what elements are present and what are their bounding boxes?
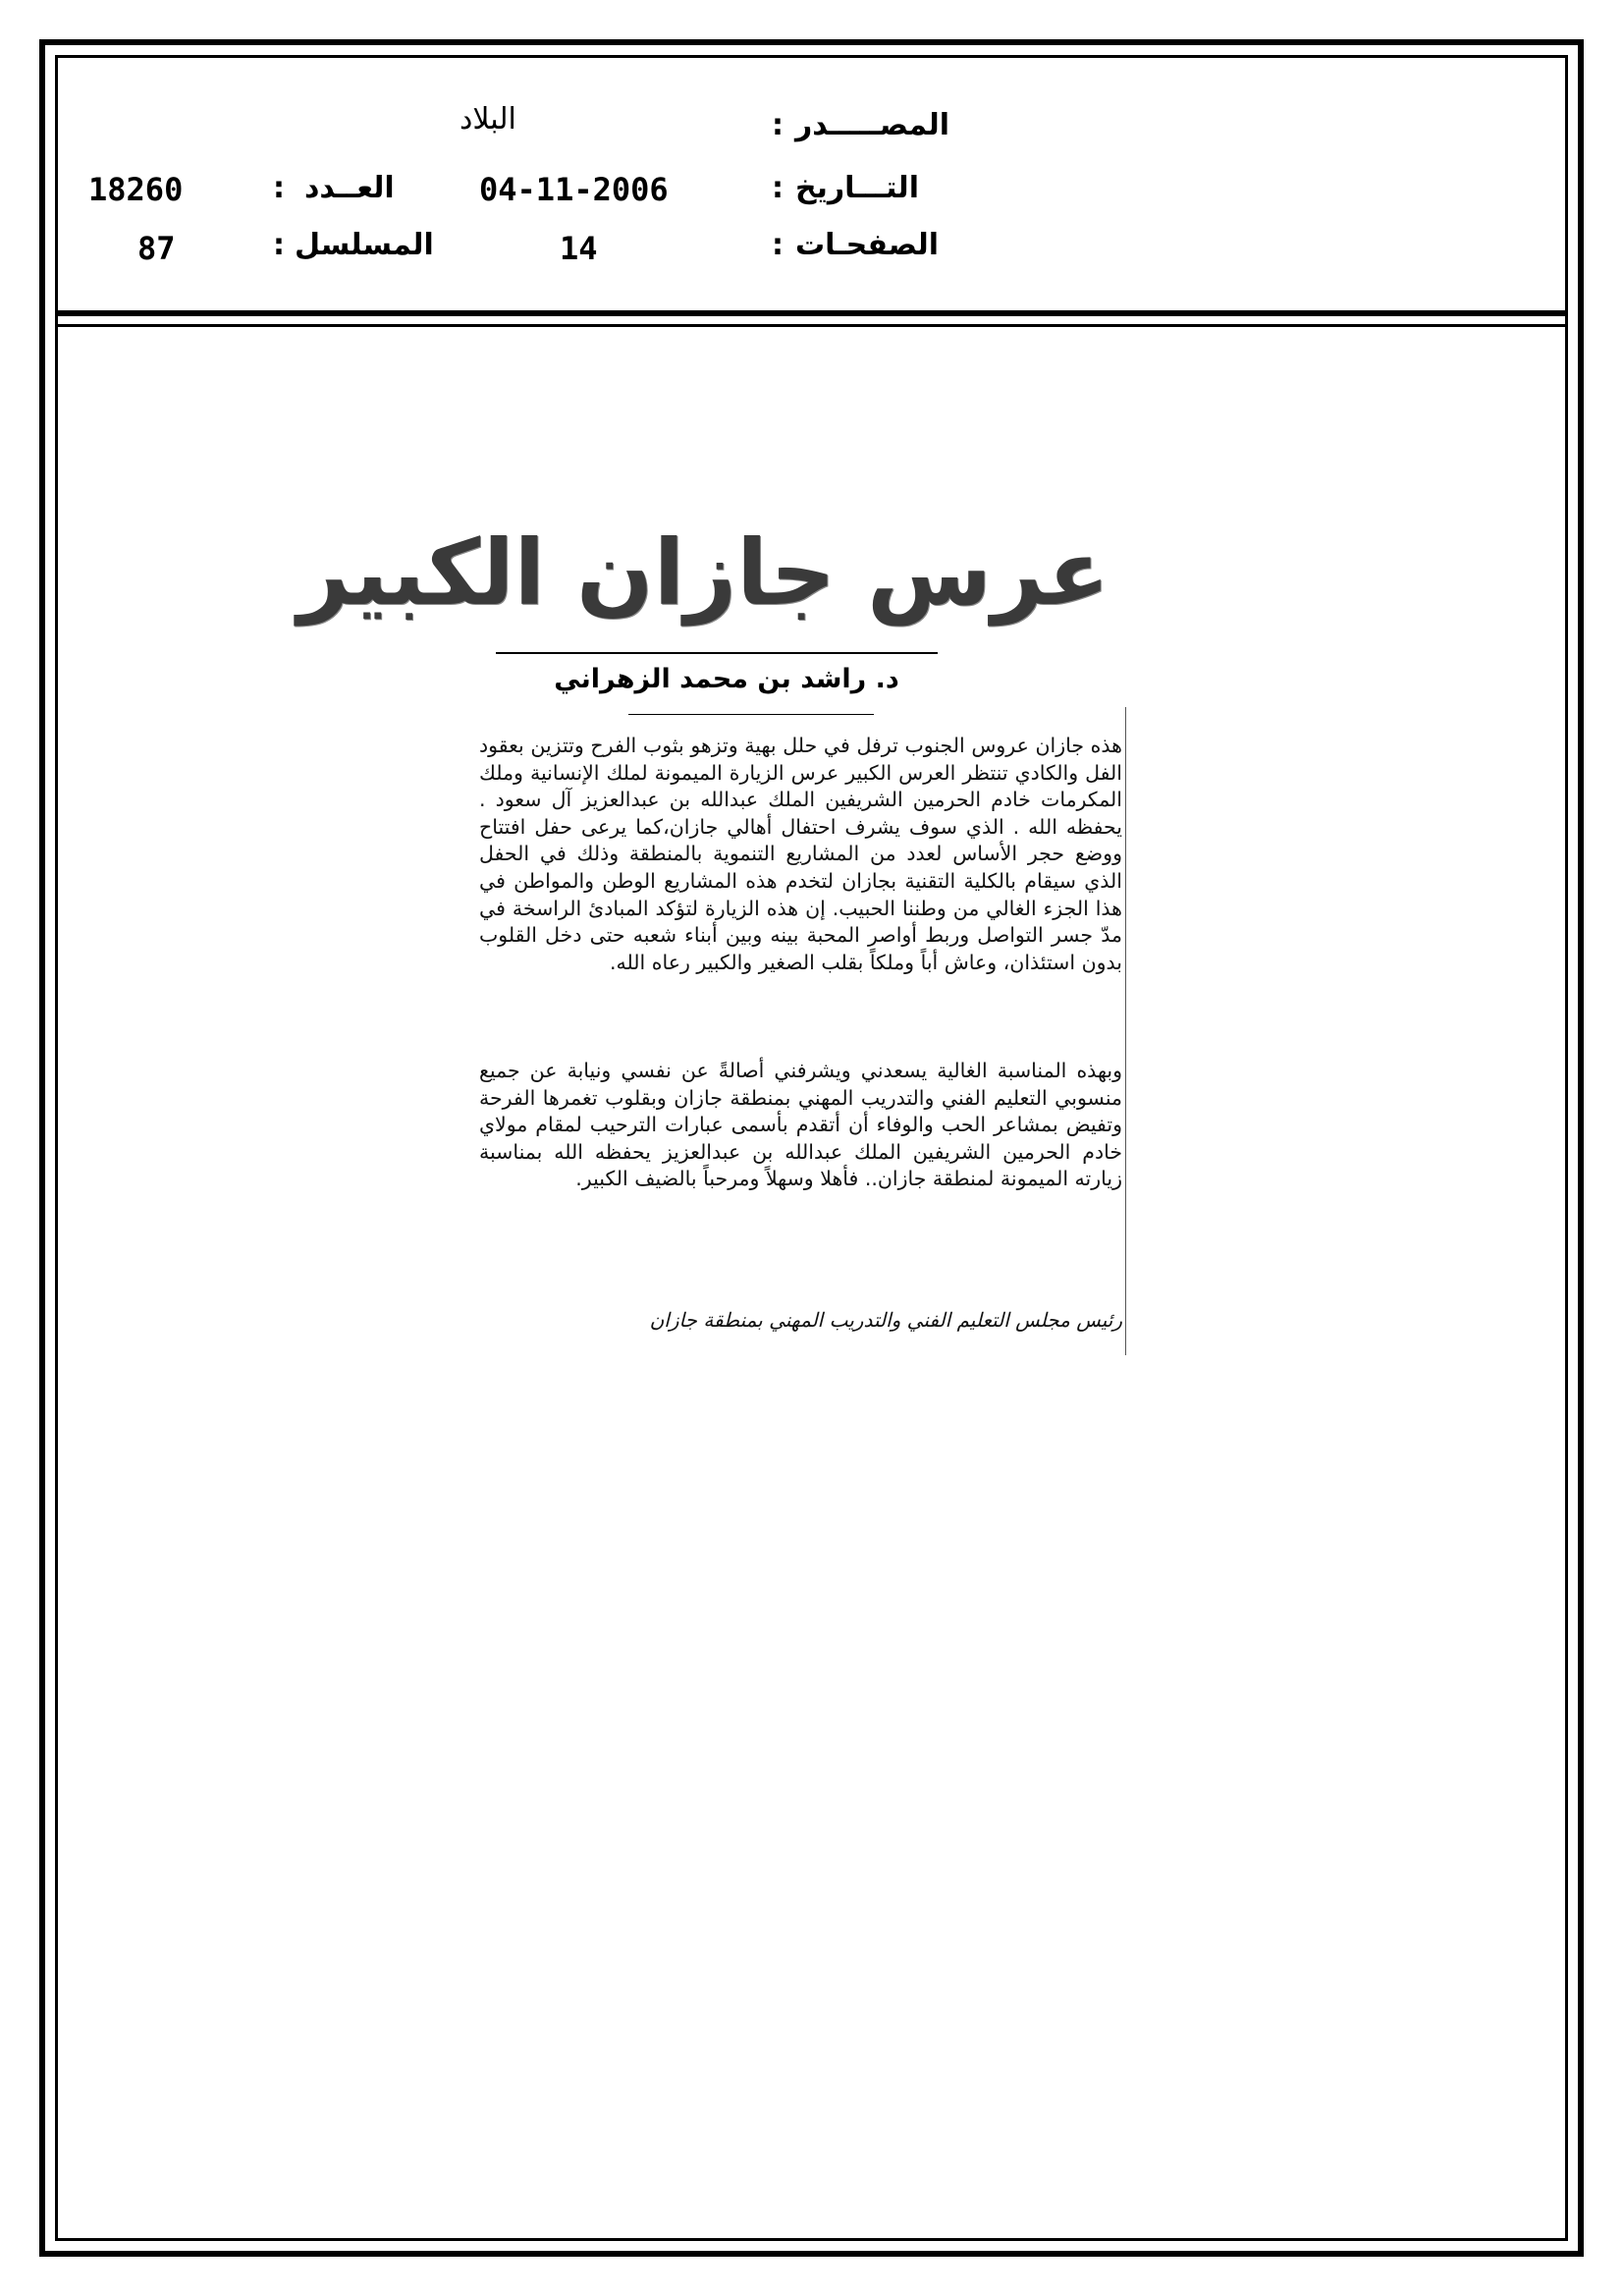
article-byline: د. راشد بن محمد الزهراني [554,664,899,694]
issue-label: العــدد [304,171,395,205]
pages-label: الصفحـات [795,228,939,262]
header-divider [55,310,1568,316]
issue-value: 18260 [88,171,184,208]
serial-colon: : [273,228,285,262]
byline-underline [628,714,874,715]
date-label: التـــاريخ [795,171,919,205]
issue-colon: : [273,171,285,205]
date-value: 04-11-2006 [479,171,669,208]
serial-value: 87 [137,230,176,267]
date-colon: : [772,171,784,205]
pages-colon: : [772,228,784,262]
article-paragraph-1: هذه جازان عروس الجنوب ترفل في حلل بهية وتزهو بثوب الفرح وتتزين بعقود الفل والكادي تنتظر العرس الكبير عرس الزيارة الميمونة لملك الإنسانية وملك المكرمات خادم الحرمين الشريفين الملك عبدالله بن عبدالعزيز آل سعود . يحفظه الله . الذي سوف يشرف احتفال أهالي جازان،كما يرعى حفل افتتاح ووضع حجر الأساس لعدد من المشاريع التنموية بالمنطقة وذلك في الحفل الذي سيقام بالكلية التقنية بجازان لتخدم هذه المشاريع الوطن والمواطن في هذا الجزء الغالي من وطننا الحبيب. إن هذه الزيارة لتؤكد المبادئ الراسخة في مدّ جسر التواصل وربط أواصر المحبة بينه وبين أبناء شعبه حتى دخل القلوب بدون استئذان، وعاش أباً وملكاً بقلب الصغير والكبير رعاه الله. [479,734,1122,974]
serial-label: المسلسل [295,228,434,262]
title-underline [496,652,938,654]
article-signature: رئيس مجلس التعليم الفني والتدريب المهني بمنطقة جازان [649,1308,1122,1332]
source-label: المصـــــدر [795,108,950,142]
column-rule [1125,707,1126,1355]
pages-value: 14 [560,230,598,267]
article-paragraph-2: وبهذه المناسبة الغالية يسعدني ويشرفني أصالةً عن نفسي ونيابة عن جميع منسوبي التعليم الفني والتدريب المهني بمنطقة جازان وبقلوب تغمرها الفرحة وتفيض بمشاعر الحب والوفاء أن أتقدم بأسمى عبارات الترحيب لمقام مولاي خادم الحرمين الشريفين الملك عبدالله بن عبدالعزيز يحفظه الله بمناسبة زيارته الميمونة لمنطقة جازان.. فأهلا وسهلاً ومرحباً بالضيف الكبير. [479,1059,1122,1191]
article-title: عرس جازان الكبير [298,520,1109,626]
source-colon: : [772,108,784,142]
header-divider-thin [55,324,1568,327]
source-value: البلاد [460,102,516,137]
